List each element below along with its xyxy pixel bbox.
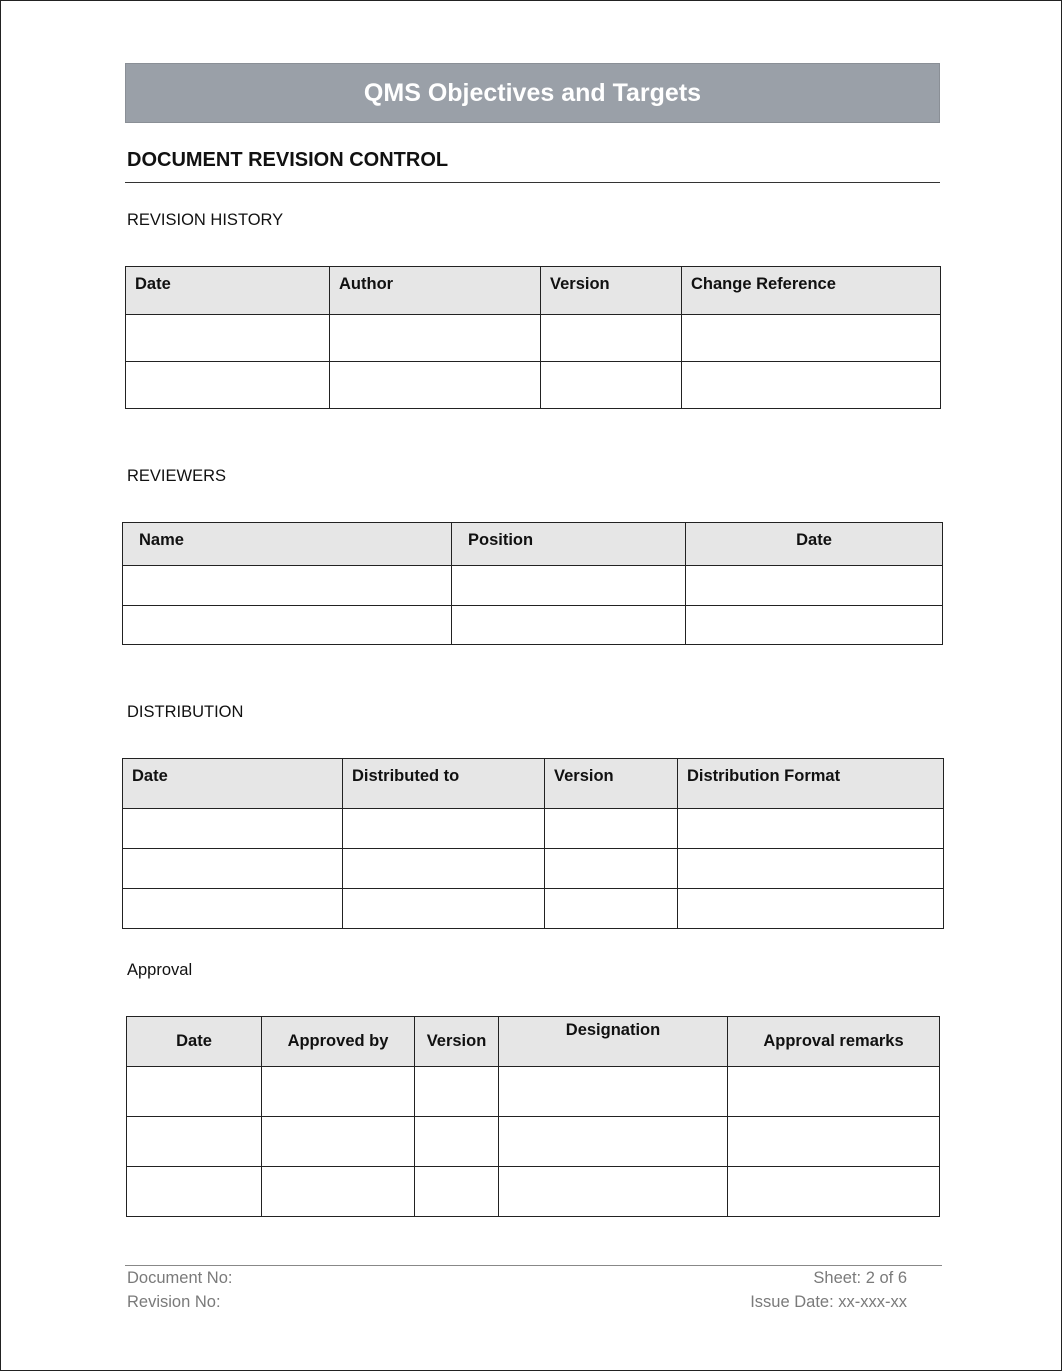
column-header-approval-remarks: Approval remarks [728, 1017, 940, 1067]
table-header-row [123, 523, 943, 566]
table-row [123, 889, 944, 929]
table-row [123, 809, 944, 849]
table-cell[interactable] [123, 566, 452, 606]
table-cell[interactable] [499, 1167, 728, 1217]
table-cell[interactable] [123, 809, 343, 849]
table-cell[interactable] [343, 809, 545, 849]
column-header-date: Date [127, 1017, 262, 1067]
footer-divider [125, 1265, 942, 1266]
table-header-row [126, 267, 941, 315]
table-cell[interactable] [541, 362, 682, 409]
table-cell[interactable] [728, 1167, 940, 1217]
table-cell[interactable] [452, 566, 686, 606]
footer-revision-no: Revision No: [127, 1293, 221, 1311]
column-header-designation: Designation [499, 1017, 728, 1067]
table-header-row [123, 759, 944, 809]
table-cell[interactable] [127, 1117, 262, 1167]
column-header-date: Date [686, 523, 943, 566]
table-cell[interactable] [343, 849, 545, 889]
approval-label: Approval [127, 961, 193, 979]
table-row [123, 849, 944, 889]
table-cell[interactable] [686, 566, 943, 606]
table-cell[interactable] [415, 1067, 499, 1117]
column-header-version: Version [415, 1017, 499, 1067]
table-cell[interactable] [545, 809, 678, 849]
table-cell[interactable] [127, 1067, 262, 1117]
table-cell[interactable] [682, 362, 941, 409]
footer-sheet-number: Sheet: 2 of 6 [813, 1269, 907, 1287]
table-cell[interactable] [682, 315, 941, 362]
table-cell[interactable] [728, 1067, 940, 1117]
footer-issue-date: Issue Date: xx-xxx-xx [750, 1293, 907, 1311]
table-row [127, 1117, 940, 1167]
table-row [123, 566, 943, 606]
table-row [126, 362, 941, 409]
reviewers-table [122, 522, 943, 645]
table-cell[interactable] [545, 849, 678, 889]
table-cell[interactable] [123, 889, 343, 929]
reviewers-label: REVIEWERS [127, 467, 227, 485]
column-header-author: Author [330, 267, 541, 315]
table-cell[interactable] [452, 606, 686, 645]
table-header-row [127, 1017, 940, 1067]
column-header-approved-by: Approved by [262, 1017, 415, 1067]
column-header-change-reference: Change Reference [682, 267, 941, 315]
revision-history-table [125, 266, 941, 409]
table-row [127, 1067, 940, 1117]
column-header-date: Date [123, 759, 343, 809]
column-header-position: Position [452, 523, 686, 566]
table-cell[interactable] [262, 1067, 415, 1117]
column-header-version: Version [545, 759, 678, 809]
distribution-label: DISTRIBUTION [127, 703, 244, 721]
table-row [123, 606, 943, 645]
table-cell[interactable] [686, 606, 943, 645]
table-cell[interactable] [262, 1117, 415, 1167]
table-row [127, 1167, 940, 1217]
column-header-distributed-to: Distributed to [343, 759, 545, 809]
table-cell[interactable] [678, 889, 944, 929]
section-heading: DOCUMENT REVISION CONTROL [127, 149, 449, 171]
table-row [126, 315, 941, 362]
column-header-date: Date [126, 267, 330, 315]
revision-history-label: REVISION HISTORY [127, 211, 284, 229]
column-header-name: Name [123, 523, 452, 566]
table-cell[interactable] [343, 889, 545, 929]
table-cell[interactable] [262, 1167, 415, 1217]
table-cell[interactable] [123, 606, 452, 645]
table-cell[interactable] [123, 849, 343, 889]
document-title-bar [125, 63, 940, 123]
table-cell[interactable] [678, 849, 944, 889]
heading-divider [125, 182, 940, 183]
document-title: QMS Objectives and Targets [363, 78, 702, 107]
table-cell[interactable] [545, 889, 678, 929]
column-header-version: Version [541, 267, 682, 315]
table-cell[interactable] [330, 362, 541, 409]
table-cell[interactable] [728, 1117, 940, 1167]
column-header-distribution-format: Distribution Format [678, 759, 944, 809]
footer-document-no: Document No: [127, 1269, 233, 1287]
table-cell[interactable] [127, 1167, 262, 1217]
distribution-table [122, 758, 944, 929]
table-cell[interactable] [330, 315, 541, 362]
table-cell[interactable] [678, 809, 944, 849]
table-cell[interactable] [499, 1117, 728, 1167]
table-cell[interactable] [126, 362, 330, 409]
table-cell[interactable] [415, 1167, 499, 1217]
table-cell[interactable] [499, 1067, 728, 1117]
table-cell[interactable] [541, 315, 682, 362]
approval-table [126, 1016, 940, 1217]
table-cell[interactable] [126, 315, 330, 362]
table-cell[interactable] [415, 1117, 499, 1167]
